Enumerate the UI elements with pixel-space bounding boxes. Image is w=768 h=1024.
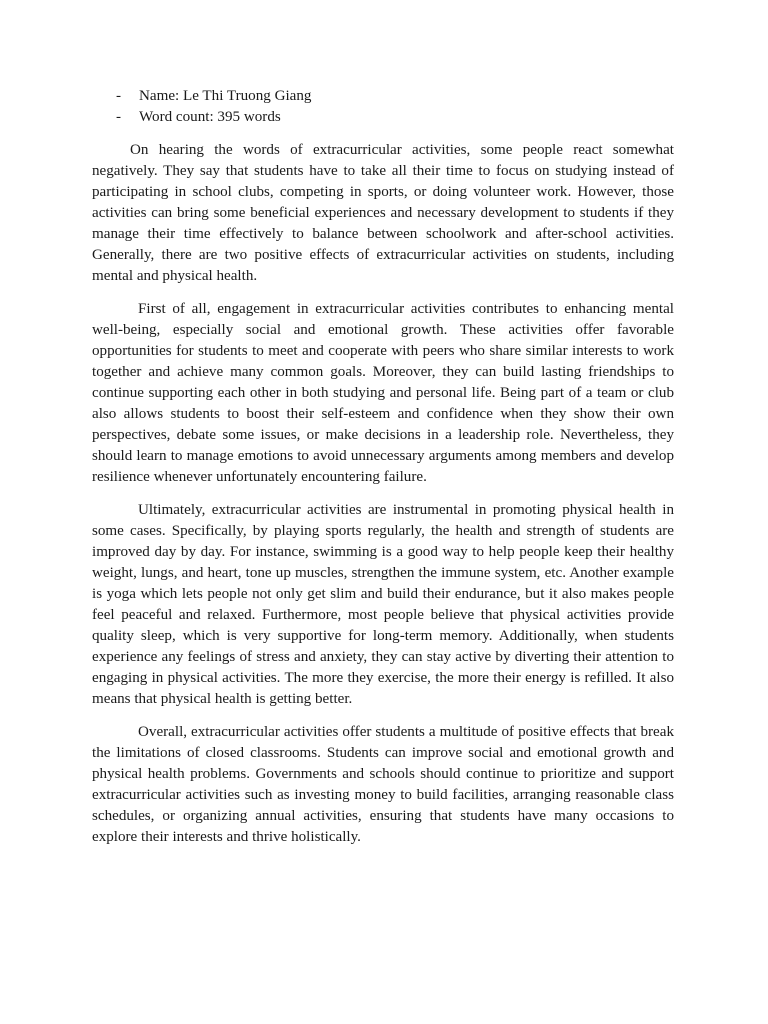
paragraph-physical-health: Ultimately, extracurricular activities are instrumental in promoting physical health in some cases. Specifically, by playing sports regularly, the health and strength of students are improved day by day. For instance, swimming is a good way to help people keep their healthy weight, lungs, and heart, tone up muscles, strengthen the immune system, etc. Another example is yoga which lets people not only get slim and build their endurance, but it also makes people feel peaceful and relaxed. Furthermore, most people believe that physical activities provide quality sleep, which is very supportive for long-term memory. Additionally, when students experience any feelings of stress and anxiety, they can stay active by diverting their attention to engaging in physical activities. The more they exercise, the more their energy is refilled. It also means that physical health is getting better. [92, 502, 674, 707]
author-info-list [92, 86, 674, 128]
word-count: Word count: 395 words [139, 109, 281, 125]
list-dash: - [116, 109, 122, 125]
author-name-item [92, 86, 674, 107]
paragraph-conclusion: Overall, extracurricular activities offer students a multitude of positive effects that break the limitations of closed classrooms. Students can improve social and emotional growth and physical health problems. Governments and schools should continue to prioritize and support extracurricular activities such as investing money to build facilities, arranging reasonable class schedules, or organizing annual activities, ensuring that students have many occasions to explore their interests and thrive holistically. [92, 724, 674, 845]
paragraph-introduction: On hearing the words of extracurricular activities, some people react somewhat negatively. They say that students have to take all their time to focus on studying instead of participating in school clubs, competing in sports, or doing volunteer work. However, those activities can bring some beneficial experiences and necessary development to students if they manage their time effectively to balance between schoolwork and after-school activities. Generally, there are two positive effects of extracurricular activities on students, including mental and physical health. [92, 142, 674, 284]
paragraph-mental-health: First of all, engagement in extracurricular activities contributes to enhancing mental well-being, especially social and emotional growth. These activities offer favorable opportunities for students to meet and cooperate with peers who share similar interests to work together and achieve many common goals. Moreover, they can build lasting friendships to continue supporting each other in both studying and personal life. Being part of a team or club also allows students to boost their self-esteem and confidence when they show their own perspectives, debate some issues, or make decisions in a leadership role. Nevertheless, they should learn to manage emotions to avoid unnecessary arguments among members and develop resilience whenever unfortunately encountering failure. [92, 301, 674, 485]
author-name: Name: Le Thi Truong Giang [139, 88, 312, 104]
list-dash: - [116, 88, 122, 104]
document-content [92, 86, 674, 860]
word-count-item [92, 107, 674, 128]
